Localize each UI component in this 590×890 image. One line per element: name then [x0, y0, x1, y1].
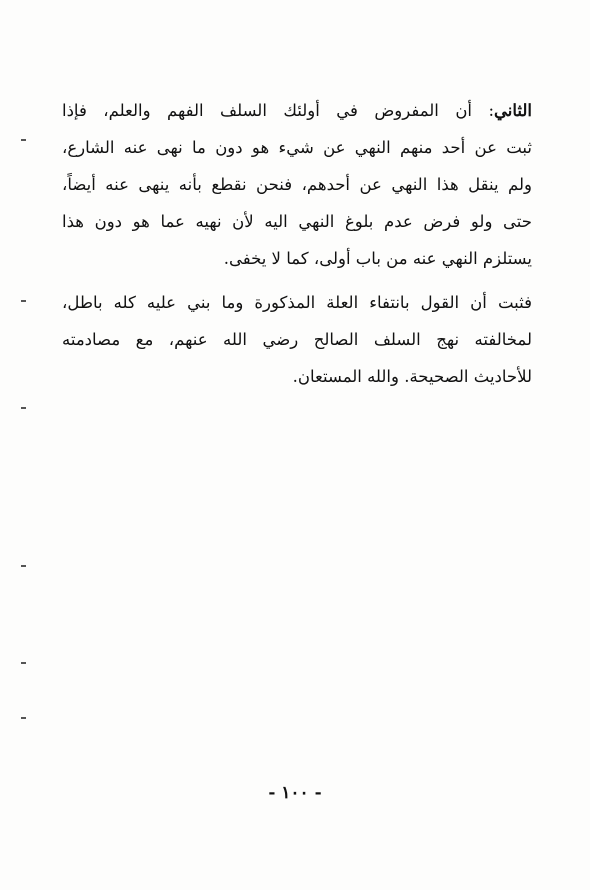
margin-mark [21, 139, 26, 141]
paragraph-conclusion [62, 284, 532, 395]
margin-mark [21, 565, 26, 567]
paragraph-line: لمخالفته نهج السلف الصالح رضي الله عنهم، مع مصادمته [62, 330, 532, 349]
page-number: - ١٠٠ - [268, 783, 322, 803]
line-text: : أن المفروض في أولئك السلف الفهم والعلم، فإذا [62, 101, 495, 120]
paragraph-line: ولم ينقل هذا النهي عن أحدهم، فنحن نقطع بأنه ينهى عنه أيضاً، [62, 175, 532, 194]
paragraph-line: يستلزم النهي عنه من باب أولى، كما لا يخفى. [223, 249, 532, 268]
margin-mark [21, 717, 26, 719]
lead-word: الثاني [494, 101, 532, 120]
paragraph-line: حتى ولو فرض عدم بلوغ النهي اليه لأن نهيه عما هو دون هذا [62, 212, 532, 231]
paragraph-line: للأحاديث الصحيحة. والله المستعان. [292, 367, 532, 386]
paragraph-line: فثبت أن القول بانتفاء العلة المذكورة وما بني عليه كله باطل، [62, 293, 532, 312]
margin-mark [21, 662, 26, 664]
paragraph-line [62, 92, 532, 129]
margin-mark [21, 300, 26, 302]
paragraph-second-argument [62, 92, 532, 277]
paragraph-line: ثبت عن أحد منهم النهي عن شيء هو دون ما نهى عنه الشارع، [62, 138, 532, 157]
margin-mark [21, 407, 26, 409]
